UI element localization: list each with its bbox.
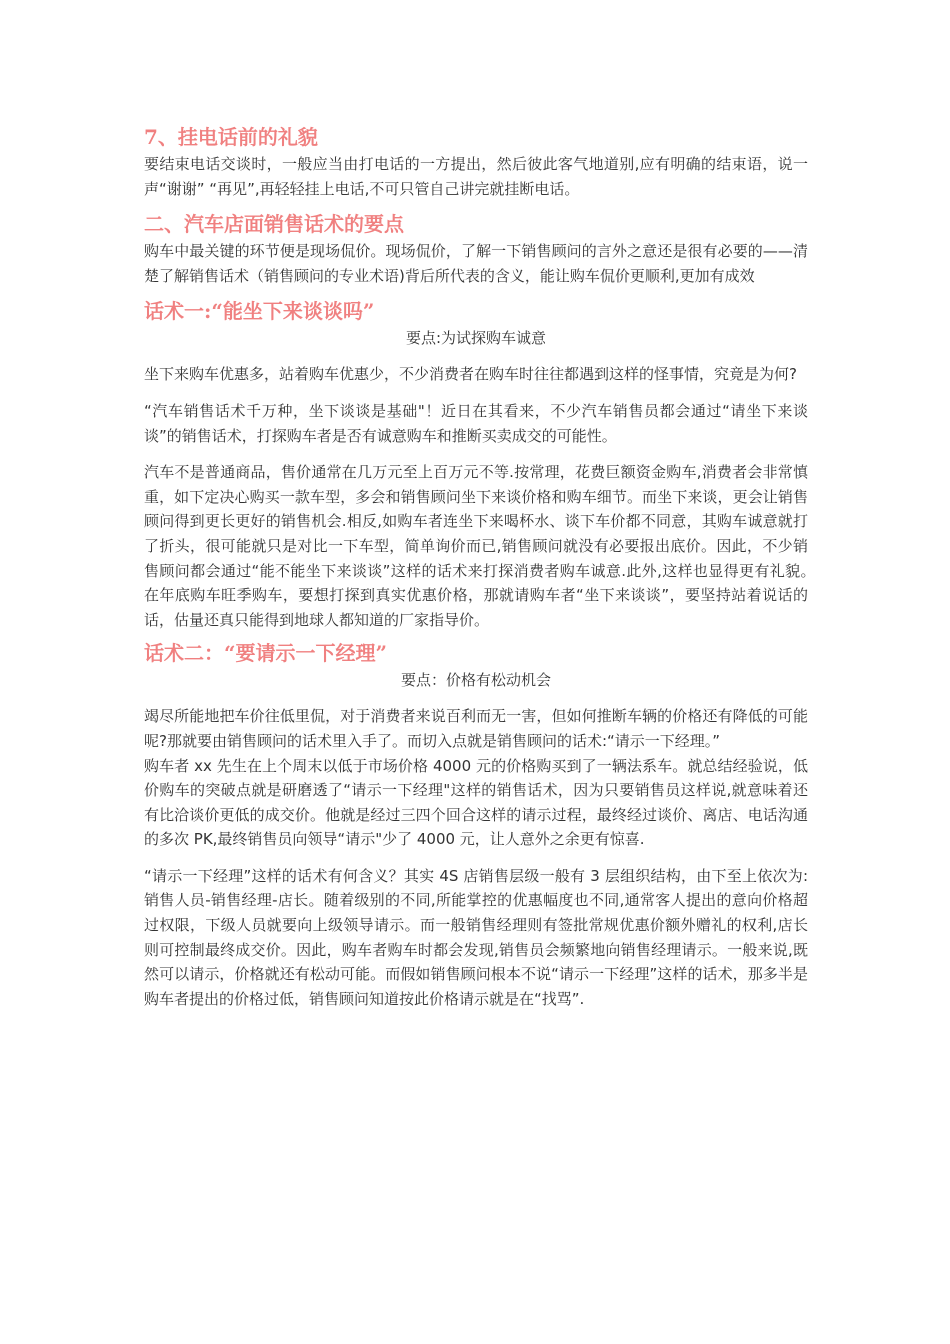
script-1-paragraph-1: 坐下来购车优惠多，站着购车优惠少，不少消费者在购车时往往都遇到这样的怪事情，究竟是为何?: [144, 365, 797, 384]
script-1-paragraph-3: 汽车不是普通商品，售价通常在几万元至上百万元不等.按常理，花费巨额资金购车,消费者会非常慎重，如下定决心购买一款车型，多会和销售顾问坐下来谈价格和购车细节。而坐下来谈，更会让销售顾问得到更长更好的销售机会.相反,如购车者连坐下来喝杯水、谈下车价都不同意，其购车诚意就打了折头，很可能就只是对比一下车型，简单询价而已,销售顾问就没有必要报出底价。因此，不少销售顾问都会通过“能不能坐下来谈谈”这样的话术来打探消费者购车诚意.此外,这样也显得更有礼貌。 在年底购车旺季购车，要想打探到真实优惠价格，那就请购车者“坐下来谈谈”，要坚持站着说话的话，估量还真只能得到地球人都知道的厂家指导价。: [144, 463, 824, 629]
script-2-heading: 话术二：“要请示一下经理”: [144, 641, 388, 666]
section-2-paragraph: 购车中最关键的环节便是现场侃价。现场侃价，了解一下销售顾问的言外之意还是很有必要的——清楚了解销售话术（销售顾问的专业术语)背后所代表的含义，能让购车侃价更顺利,更加有成效: [144, 242, 808, 285]
script-2-key-point: 要点：价格有松动机会: [400, 671, 551, 690]
section-7-paragraph: 要结束电话交谈时，一般应当由打电话的一方提出，然后彼此客气地道别,应有明确的结束语，说一声“谢谢” “再见”,再轻轻挂上电话,不可只管自己讲完就挂断电话。: [144, 155, 808, 198]
script-2-paragraph-3: “请示一下经理”这样的话术有何含义？其实 4S 店销售层级一般有 3 层组织结构，由下至上依次为:销售人员-销售经理-店长。随着级别的不同,所能掌控的优惠幅度也不同,通常客人提出的意向价格超过权限，下级人员就要向上级领导请示。而一般销售经理则有签批常规优惠价额外赠礼的权利,店长则可控制最终成交价。因此，购车者购车时都会发现,销售员会频繁地向销售经理请示。一般来说,既然可以请示，价格就还有松动可能。而假如销售顾问根本不说“请示一下经理”这样的话术，那多半是购车者提出的价格过低，销售顾问知道按此价格请示就是在“找骂”.: [144, 866, 808, 1008]
script-2-paragraph-2: 购车者 xx 先生在上个周末以低于市场价格 4000 元的价格购买到了一辆法系车。就总结经验说，低价购车的突破点就是研磨透了“请示一下经理"这样的销售话术，因为只要销售员这样说,就意味着还有比洽谈价更低的成交价。他就是经过三四个回合这样的请示过程，最终经过谈价、离店、电话沟通的多次 PK,最终销售员向领导“请示"少了 4000 元，让人意外之余更有惊喜.: [144, 756, 808, 849]
script-1-paragraph-2: “汽车销售话术千万种，坐下谈谈是基础"！近日在其看来，不少汽车销售员都会通过“请坐下来谈谈”的销售话术，打探购车者是否有诚意购车和推断买卖成交的可能性。: [144, 401, 808, 445]
section-7-heading: 7、挂电话前的礼貌: [144, 125, 318, 149]
script-2-paragraph-1: 竭尽所能地把车价往低里侃，对于消费者来说百利而无一害，但如何推断车辆的价格还有降低的可能呢?那就要由销售顾问的话术里入手了。而切入点就是销售顾问的话术:“请示一下经理。”: [144, 707, 808, 750]
document-page: [144, 122, 824, 1011]
section-2-heading: 二、汽车店面销售话术的要点: [144, 212, 404, 237]
script-1-heading: 话术一:“能坐下来谈谈吗”: [144, 299, 375, 324]
script-1-key-point: 要点:为试探购车诚意: [405, 329, 547, 348]
